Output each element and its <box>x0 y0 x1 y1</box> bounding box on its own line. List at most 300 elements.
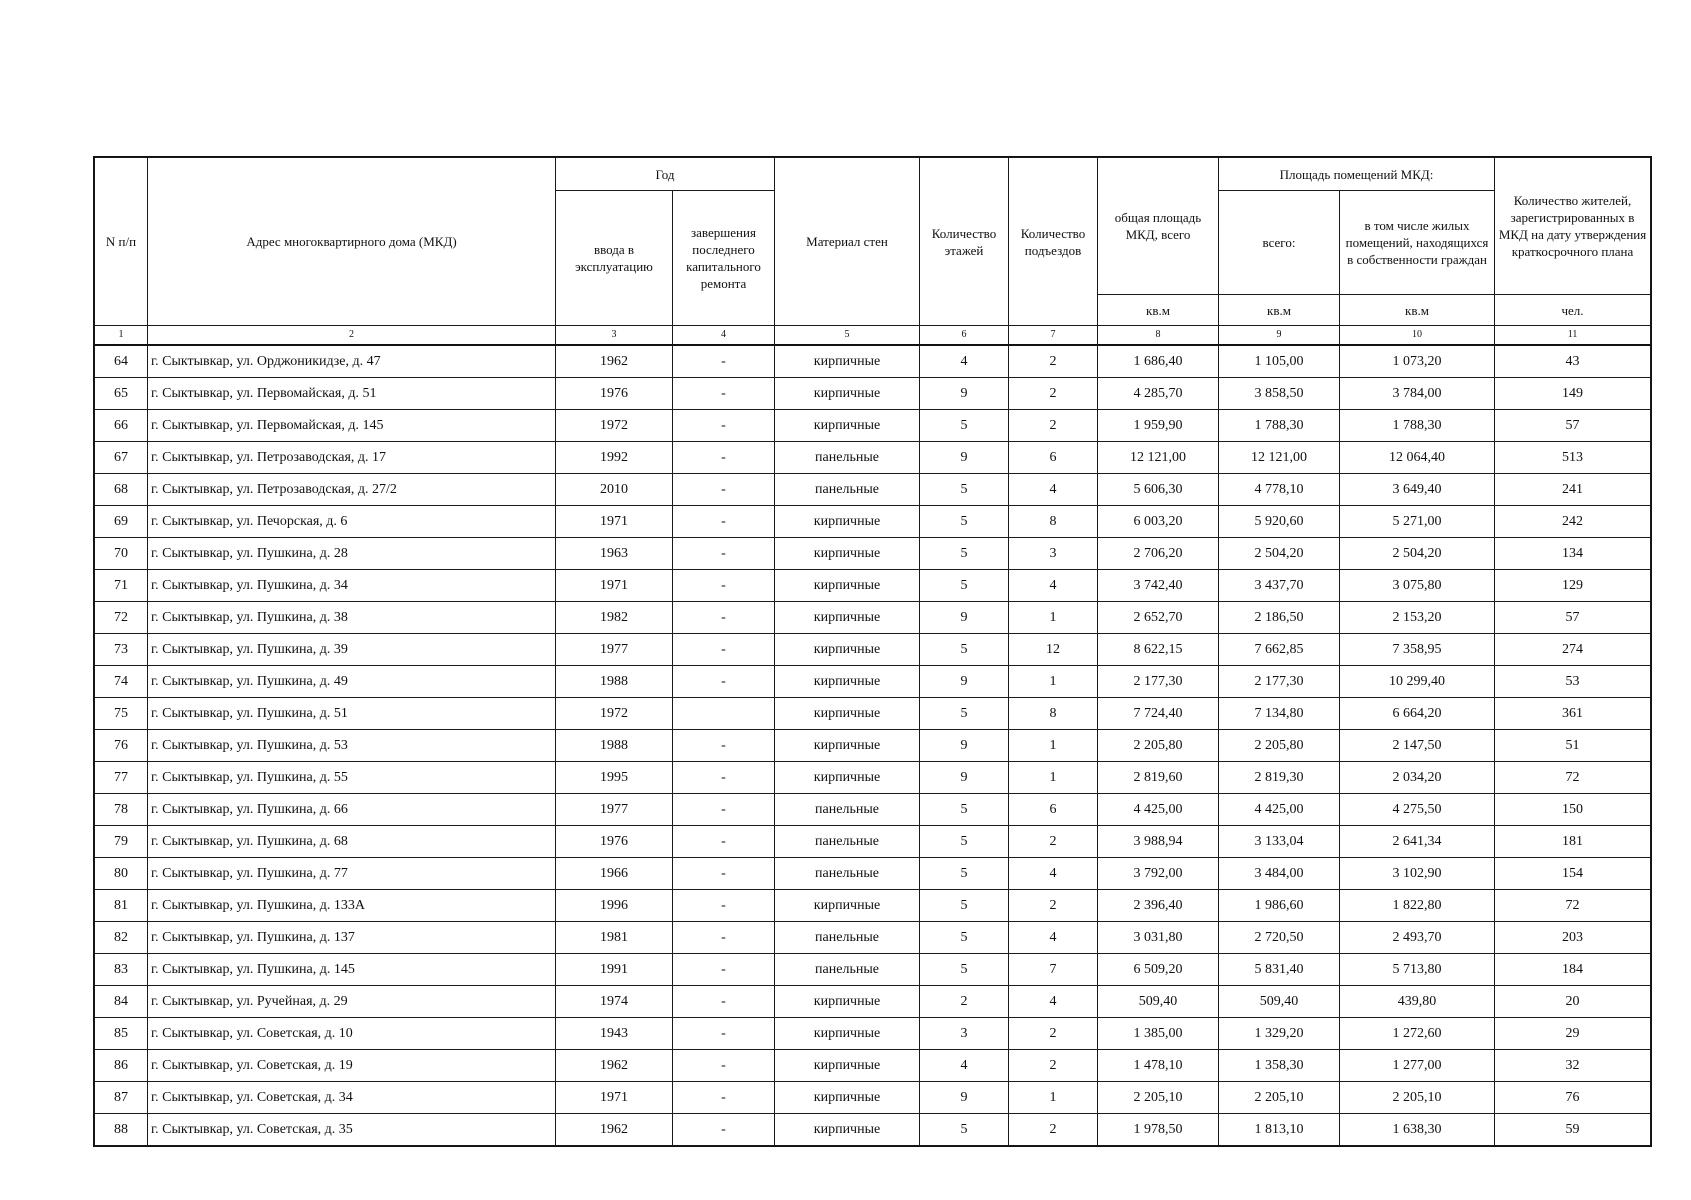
cell-area-citizens: 3 075,80 <box>1340 570 1495 602</box>
cell-year-commission: 1943 <box>556 1018 673 1050</box>
cell-year-commission: 1996 <box>556 890 673 922</box>
cell-entrances: 7 <box>1009 954 1098 986</box>
cell-wall-material: кирпичные <box>775 986 920 1018</box>
cell-wall-material: кирпичные <box>775 1082 920 1114</box>
cell-area-citizens: 1 638,30 <box>1340 1114 1495 1146</box>
cell-total-area: 7 724,40 <box>1098 698 1219 730</box>
cell-row-number: 71 <box>95 570 148 602</box>
cell-address: г. Сыктывкар, ул. Пушкина, д. 133А <box>148 890 556 922</box>
cell-wall-material: панельные <box>775 826 920 858</box>
col-number: 6 <box>920 326 1009 346</box>
cell-area-citizens: 1 788,30 <box>1340 410 1495 442</box>
cell-year-repair: - <box>673 506 775 538</box>
cell-area-all: 3 858,50 <box>1219 378 1340 410</box>
cell-address: г. Сыктывкар, ул. Советская, д. 35 <box>148 1114 556 1146</box>
cell-area-citizens: 6 664,20 <box>1340 698 1495 730</box>
header-address: Адрес многоквартирного дома (МКД) <box>148 158 556 326</box>
cell-floors: 2 <box>920 986 1009 1018</box>
table-row <box>95 634 1651 666</box>
table-row <box>95 570 1651 602</box>
cell-entrances: 2 <box>1009 1114 1098 1146</box>
cell-wall-material: панельные <box>775 922 920 954</box>
cell-wall-material: панельные <box>775 794 920 826</box>
cell-row-number: 82 <box>95 922 148 954</box>
table-container <box>94 157 1650 1146</box>
cell-total-area: 1 978,50 <box>1098 1114 1219 1146</box>
cell-total-area: 1 478,10 <box>1098 1050 1219 1082</box>
table-row <box>95 922 1651 954</box>
cell-floors: 3 <box>920 1018 1009 1050</box>
cell-residents: 181 <box>1495 826 1651 858</box>
cell-area-citizens: 1 822,80 <box>1340 890 1495 922</box>
cell-address: г. Сыктывкар, ул. Орджоникидзе, д. 47 <box>148 345 556 378</box>
cell-total-area: 509,40 <box>1098 986 1219 1018</box>
cell-area-all: 4 425,00 <box>1219 794 1340 826</box>
cell-residents: 57 <box>1495 410 1651 442</box>
cell-year-commission: 1972 <box>556 698 673 730</box>
cell-year-repair: - <box>673 602 775 634</box>
cell-wall-material: кирпичные <box>775 730 920 762</box>
cell-row-number: 84 <box>95 986 148 1018</box>
cell-area-all: 4 778,10 <box>1219 474 1340 506</box>
cell-row-number: 68 <box>95 474 148 506</box>
cell-floors: 5 <box>920 570 1009 602</box>
cell-row-number: 86 <box>95 1050 148 1082</box>
cell-year-repair: - <box>673 474 775 506</box>
cell-residents: 274 <box>1495 634 1651 666</box>
col-number: 9 <box>1219 326 1340 346</box>
cell-wall-material: кирпичные <box>775 1114 920 1146</box>
table-row <box>95 858 1651 890</box>
cell-residents: 51 <box>1495 730 1651 762</box>
header-total-area: общая площадь МКД, всего <box>1098 158 1219 295</box>
cell-floors: 5 <box>920 538 1009 570</box>
cell-total-area: 2 819,60 <box>1098 762 1219 794</box>
cell-year-repair: - <box>673 858 775 890</box>
cell-entrances: 8 <box>1009 698 1098 730</box>
cell-area-all: 3 484,00 <box>1219 858 1340 890</box>
cell-entrances: 2 <box>1009 1018 1098 1050</box>
cell-row-number: 81 <box>95 890 148 922</box>
cell-entrances: 12 <box>1009 634 1098 666</box>
table-row <box>95 506 1651 538</box>
cell-entrances: 6 <box>1009 794 1098 826</box>
cell-address: г. Сыктывкар, ул. Пушкина, д. 137 <box>148 922 556 954</box>
cell-year-repair: - <box>673 922 775 954</box>
cell-year-commission: 1972 <box>556 410 673 442</box>
cell-wall-material: кирпичные <box>775 762 920 794</box>
cell-address: г. Сыктывкар, ул. Пушкина, д. 49 <box>148 666 556 698</box>
cell-year-commission: 1995 <box>556 762 673 794</box>
cell-address: г. Сыктывкар, ул. Пушкина, д. 38 <box>148 602 556 634</box>
cell-year-repair: - <box>673 666 775 698</box>
cell-address: г. Сыктывкар, ул. Советская, д. 19 <box>148 1050 556 1082</box>
cell-area-citizens: 10 299,40 <box>1340 666 1495 698</box>
cell-entrances: 1 <box>1009 730 1098 762</box>
cell-row-number: 73 <box>95 634 148 666</box>
cell-floors: 9 <box>920 602 1009 634</box>
table-row <box>95 345 1651 378</box>
cell-year-repair: - <box>673 954 775 986</box>
column-numbers-row <box>95 326 1651 346</box>
table-body <box>95 345 1651 1146</box>
table-row <box>95 986 1651 1018</box>
cell-total-area: 1 385,00 <box>1098 1018 1219 1050</box>
cell-residents: 32 <box>1495 1050 1651 1082</box>
cell-total-area: 12 121,00 <box>1098 442 1219 474</box>
cell-total-area: 3 742,40 <box>1098 570 1219 602</box>
cell-row-number: 83 <box>95 954 148 986</box>
cell-total-area: 1 686,40 <box>1098 345 1219 378</box>
cell-wall-material: кирпичные <box>775 538 920 570</box>
cell-wall-material: кирпичные <box>775 666 920 698</box>
cell-residents: 361 <box>1495 698 1651 730</box>
cell-year-commission: 1982 <box>556 602 673 634</box>
cell-area-citizens: 3 784,00 <box>1340 378 1495 410</box>
cell-year-repair: - <box>673 1018 775 1050</box>
cell-wall-material: кирпичные <box>775 410 920 442</box>
cell-floors: 9 <box>920 442 1009 474</box>
cell-total-area: 2 396,40 <box>1098 890 1219 922</box>
cell-year-repair: - <box>673 634 775 666</box>
cell-residents: 203 <box>1495 922 1651 954</box>
table-row <box>95 794 1651 826</box>
cell-wall-material: кирпичные <box>775 378 920 410</box>
cell-year-commission: 1992 <box>556 442 673 474</box>
cell-address: г. Сыктывкар, ул. Ручейная, д. 29 <box>148 986 556 1018</box>
cell-entrances: 1 <box>1009 762 1098 794</box>
cell-row-number: 79 <box>95 826 148 858</box>
cell-row-number: 66 <box>95 410 148 442</box>
cell-floors: 5 <box>920 826 1009 858</box>
cell-area-citizens: 439,80 <box>1340 986 1495 1018</box>
cell-total-area: 4 285,70 <box>1098 378 1219 410</box>
cell-area-all: 2 177,30 <box>1219 666 1340 698</box>
cell-row-number: 77 <box>95 762 148 794</box>
cell-year-repair: - <box>673 570 775 602</box>
cell-entrances: 1 <box>1009 602 1098 634</box>
cell-wall-material: кирпичные <box>775 345 920 378</box>
cell-year-commission: 1966 <box>556 858 673 890</box>
cell-total-area: 8 622,15 <box>1098 634 1219 666</box>
cell-year-commission: 1963 <box>556 538 673 570</box>
header-entrances: Количество подъездов <box>1009 158 1098 326</box>
cell-address: г. Сыктывкар, ул. Пушкина, д. 77 <box>148 858 556 890</box>
cell-year-commission: 1976 <box>556 826 673 858</box>
cell-total-area: 1 959,90 <box>1098 410 1219 442</box>
cell-entrances: 4 <box>1009 858 1098 890</box>
cell-year-repair: - <box>673 794 775 826</box>
header-area-all: всего: <box>1219 191 1340 295</box>
cell-address: г. Сыктывкар, ул. Советская, д. 34 <box>148 1082 556 1114</box>
cell-residents: 43 <box>1495 345 1651 378</box>
cell-floors: 5 <box>920 794 1009 826</box>
cell-floors: 4 <box>920 1050 1009 1082</box>
cell-residents: 59 <box>1495 1114 1651 1146</box>
table-row <box>95 730 1651 762</box>
table-row <box>95 474 1651 506</box>
header-area-citizens: в том числе жилых помещений, находящихся в собственности граждан <box>1340 191 1495 295</box>
table-row <box>95 1114 1651 1146</box>
cell-address: г. Сыктывкар, ул. Пушкина, д. 53 <box>148 730 556 762</box>
cell-residents: 241 <box>1495 474 1651 506</box>
cell-residents: 29 <box>1495 1018 1651 1050</box>
header-area-group: Площадь помещений МКД: <box>1219 158 1495 191</box>
cell-area-all: 1 329,20 <box>1219 1018 1340 1050</box>
cell-year-repair: - <box>673 762 775 794</box>
cell-residents: 53 <box>1495 666 1651 698</box>
col-number: 7 <box>1009 326 1098 346</box>
cell-address: г. Сыктывкар, ул. Первомайская, д. 145 <box>148 410 556 442</box>
cell-area-all: 2 819,30 <box>1219 762 1340 794</box>
cell-area-citizens: 2 205,10 <box>1340 1082 1495 1114</box>
cell-address: г. Сыктывкар, ул. Первомайская, д. 51 <box>148 378 556 410</box>
col-number: 3 <box>556 326 673 346</box>
cell-wall-material: кирпичные <box>775 1050 920 1082</box>
cell-floors: 9 <box>920 730 1009 762</box>
cell-entrances: 4 <box>1009 474 1098 506</box>
cell-total-area: 2 706,20 <box>1098 538 1219 570</box>
cell-row-number: 65 <box>95 378 148 410</box>
cell-wall-material: панельные <box>775 474 920 506</box>
cell-area-all: 3 437,70 <box>1219 570 1340 602</box>
cell-year-commission: 1988 <box>556 730 673 762</box>
table-row <box>95 666 1651 698</box>
cell-entrances: 4 <box>1009 570 1098 602</box>
cell-address: г. Сыктывкар, ул. Пушкина, д. 55 <box>148 762 556 794</box>
cell-wall-material: кирпичные <box>775 602 920 634</box>
cell-residents: 154 <box>1495 858 1651 890</box>
cell-row-number: 64 <box>95 345 148 378</box>
header-residents: Количество жителей, зарегистрированных в МКД на дату утверждения краткосрочного плана <box>1495 158 1651 295</box>
cell-residents: 184 <box>1495 954 1651 986</box>
cell-total-area: 3 792,00 <box>1098 858 1219 890</box>
cell-row-number: 75 <box>95 698 148 730</box>
cell-area-citizens: 2 641,34 <box>1340 826 1495 858</box>
cell-floors: 5 <box>920 506 1009 538</box>
cell-year-commission: 1971 <box>556 506 673 538</box>
table-row <box>95 762 1651 794</box>
cell-entrances: 2 <box>1009 345 1098 378</box>
cell-floors: 5 <box>920 1114 1009 1146</box>
cell-entrances: 4 <box>1009 986 1098 1018</box>
cell-floors: 5 <box>920 890 1009 922</box>
cell-residents: 72 <box>1495 890 1651 922</box>
cell-floors: 4 <box>920 345 1009 378</box>
cell-wall-material: кирпичные <box>775 506 920 538</box>
cell-address: г. Сыктывкар, ул. Пушкина, д. 39 <box>148 634 556 666</box>
cell-entrances: 2 <box>1009 826 1098 858</box>
cell-total-area: 2 205,10 <box>1098 1082 1219 1114</box>
cell-area-citizens: 12 064,40 <box>1340 442 1495 474</box>
cell-row-number: 88 <box>95 1114 148 1146</box>
cell-area-all: 1 986,60 <box>1219 890 1340 922</box>
cell-wall-material: кирпичные <box>775 1018 920 1050</box>
cell-wall-material: кирпичные <box>775 570 920 602</box>
table-row <box>95 826 1651 858</box>
cell-area-all: 7 134,80 <box>1219 698 1340 730</box>
cell-residents: 513 <box>1495 442 1651 474</box>
cell-year-repair: - <box>673 1082 775 1114</box>
cell-year-repair: - <box>673 538 775 570</box>
header-year-commission: ввода в эксплуатацию <box>556 191 673 326</box>
cell-year-commission: 1974 <box>556 986 673 1018</box>
cell-wall-material: кирпичные <box>775 698 920 730</box>
cell-row-number: 80 <box>95 858 148 890</box>
cell-floors: 9 <box>920 666 1009 698</box>
cell-address: г. Сыктывкар, ул. Петрозаводская, д. 27/2 <box>148 474 556 506</box>
table-row <box>95 410 1651 442</box>
cell-residents: 57 <box>1495 602 1651 634</box>
table-row <box>95 698 1651 730</box>
cell-address: г. Сыктывкар, ул. Петрозаводская, д. 17 <box>148 442 556 474</box>
cell-area-all: 1 788,30 <box>1219 410 1340 442</box>
cell-entrances: 4 <box>1009 922 1098 954</box>
unit-area-all: кв.м <box>1219 295 1340 326</box>
cell-year-repair <box>673 698 775 730</box>
cell-year-commission: 1988 <box>556 666 673 698</box>
cell-year-repair: - <box>673 890 775 922</box>
cell-address: г. Сыктывкар, ул. Пушкина, д. 34 <box>148 570 556 602</box>
cell-area-all: 2 720,50 <box>1219 922 1340 954</box>
cell-area-citizens: 1 073,20 <box>1340 345 1495 378</box>
cell-row-number: 85 <box>95 1018 148 1050</box>
cell-residents: 150 <box>1495 794 1651 826</box>
housing-register-table <box>94 157 1651 1146</box>
cell-address: г. Сыктывкар, ул. Пушкина, д. 68 <box>148 826 556 858</box>
cell-area-citizens: 2 034,20 <box>1340 762 1495 794</box>
cell-area-citizens: 7 358,95 <box>1340 634 1495 666</box>
cell-area-all: 7 662,85 <box>1219 634 1340 666</box>
cell-entrances: 2 <box>1009 1050 1098 1082</box>
cell-row-number: 72 <box>95 602 148 634</box>
cell-area-citizens: 2 147,50 <box>1340 730 1495 762</box>
cell-address: г. Сыктывкар, ул. Пушкина, д. 51 <box>148 698 556 730</box>
unit-area-citizens: кв.м <box>1340 295 1495 326</box>
header-floors: Количество этажей <box>920 158 1009 326</box>
cell-total-area: 4 425,00 <box>1098 794 1219 826</box>
cell-year-commission: 1981 <box>556 922 673 954</box>
col-number: 2 <box>148 326 556 346</box>
cell-row-number: 67 <box>95 442 148 474</box>
cell-year-commission: 1962 <box>556 1050 673 1082</box>
cell-entrances: 2 <box>1009 890 1098 922</box>
col-number: 1 <box>95 326 148 346</box>
cell-entrances: 3 <box>1009 538 1098 570</box>
table-row <box>95 1082 1651 1114</box>
cell-area-citizens: 2 153,20 <box>1340 602 1495 634</box>
cell-row-number: 74 <box>95 666 148 698</box>
cell-wall-material: кирпичные <box>775 634 920 666</box>
cell-year-repair: - <box>673 410 775 442</box>
cell-floors: 5 <box>920 410 1009 442</box>
cell-residents: 20 <box>1495 986 1651 1018</box>
col-number: 8 <box>1098 326 1219 346</box>
cell-row-number: 78 <box>95 794 148 826</box>
cell-area-citizens: 5 271,00 <box>1340 506 1495 538</box>
cell-floors: 5 <box>920 858 1009 890</box>
cell-year-repair: - <box>673 986 775 1018</box>
cell-year-repair: - <box>673 1050 775 1082</box>
cell-total-area: 2 652,70 <box>1098 602 1219 634</box>
cell-area-all: 2 205,80 <box>1219 730 1340 762</box>
cell-area-all: 12 121,00 <box>1219 442 1340 474</box>
cell-area-citizens: 2 493,70 <box>1340 922 1495 954</box>
col-number: 10 <box>1340 326 1495 346</box>
cell-year-repair: - <box>673 378 775 410</box>
cell-year-repair: - <box>673 730 775 762</box>
cell-floors: 9 <box>920 762 1009 794</box>
cell-entrances: 1 <box>1009 1082 1098 1114</box>
table-row <box>95 1050 1651 1082</box>
cell-year-repair: - <box>673 1114 775 1146</box>
col-number: 11 <box>1495 326 1651 346</box>
cell-area-all: 2 205,10 <box>1219 1082 1340 1114</box>
cell-year-repair: - <box>673 826 775 858</box>
unit-residents: чел. <box>1495 295 1651 326</box>
cell-area-all: 5 920,60 <box>1219 506 1340 538</box>
cell-row-number: 69 <box>95 506 148 538</box>
cell-entrances: 2 <box>1009 378 1098 410</box>
cell-total-area: 6 509,20 <box>1098 954 1219 986</box>
cell-total-area: 3 988,94 <box>1098 826 1219 858</box>
cell-floors: 5 <box>920 954 1009 986</box>
cell-floors: 5 <box>920 698 1009 730</box>
col-number: 4 <box>673 326 775 346</box>
cell-floors: 5 <box>920 922 1009 954</box>
table-header <box>95 158 1651 346</box>
cell-floors: 5 <box>920 474 1009 506</box>
cell-floors: 9 <box>920 1082 1009 1114</box>
cell-wall-material: панельные <box>775 442 920 474</box>
cell-year-commission: 2010 <box>556 474 673 506</box>
table-row <box>95 378 1651 410</box>
cell-total-area: 2 177,30 <box>1098 666 1219 698</box>
cell-area-all: 1 105,00 <box>1219 345 1340 378</box>
cell-wall-material: панельные <box>775 954 920 986</box>
cell-year-commission: 1977 <box>556 794 673 826</box>
col-number: 5 <box>775 326 920 346</box>
cell-year-commission: 1991 <box>556 954 673 986</box>
cell-area-all: 1 358,30 <box>1219 1050 1340 1082</box>
cell-residents: 76 <box>1495 1082 1651 1114</box>
cell-area-all: 1 813,10 <box>1219 1114 1340 1146</box>
cell-row-number: 76 <box>95 730 148 762</box>
cell-area-citizens: 3 102,90 <box>1340 858 1495 890</box>
cell-residents: 72 <box>1495 762 1651 794</box>
cell-row-number: 87 <box>95 1082 148 1114</box>
cell-address: г. Сыктывкар, ул. Пушкина, д. 145 <box>148 954 556 986</box>
cell-address: г. Сыктывкар, ул. Советская, д. 10 <box>148 1018 556 1050</box>
cell-floors: 9 <box>920 378 1009 410</box>
cell-row-number: 70 <box>95 538 148 570</box>
cell-year-commission: 1962 <box>556 345 673 378</box>
header-num: N п/п <box>95 158 148 326</box>
cell-address: г. Сыктывкар, ул. Пушкина, д. 66 <box>148 794 556 826</box>
cell-floors: 5 <box>920 634 1009 666</box>
table-row <box>95 1018 1651 1050</box>
cell-address: г. Сыктывкар, ул. Пушкина, д. 28 <box>148 538 556 570</box>
unit-total-area: кв.м <box>1098 295 1219 326</box>
cell-total-area: 3 031,80 <box>1098 922 1219 954</box>
cell-residents: 129 <box>1495 570 1651 602</box>
cell-entrances: 8 <box>1009 506 1098 538</box>
cell-area-citizens: 1 277,00 <box>1340 1050 1495 1082</box>
cell-area-citizens: 5 713,80 <box>1340 954 1495 986</box>
cell-area-citizens: 1 272,60 <box>1340 1018 1495 1050</box>
cell-entrances: 6 <box>1009 442 1098 474</box>
cell-wall-material: панельные <box>775 858 920 890</box>
